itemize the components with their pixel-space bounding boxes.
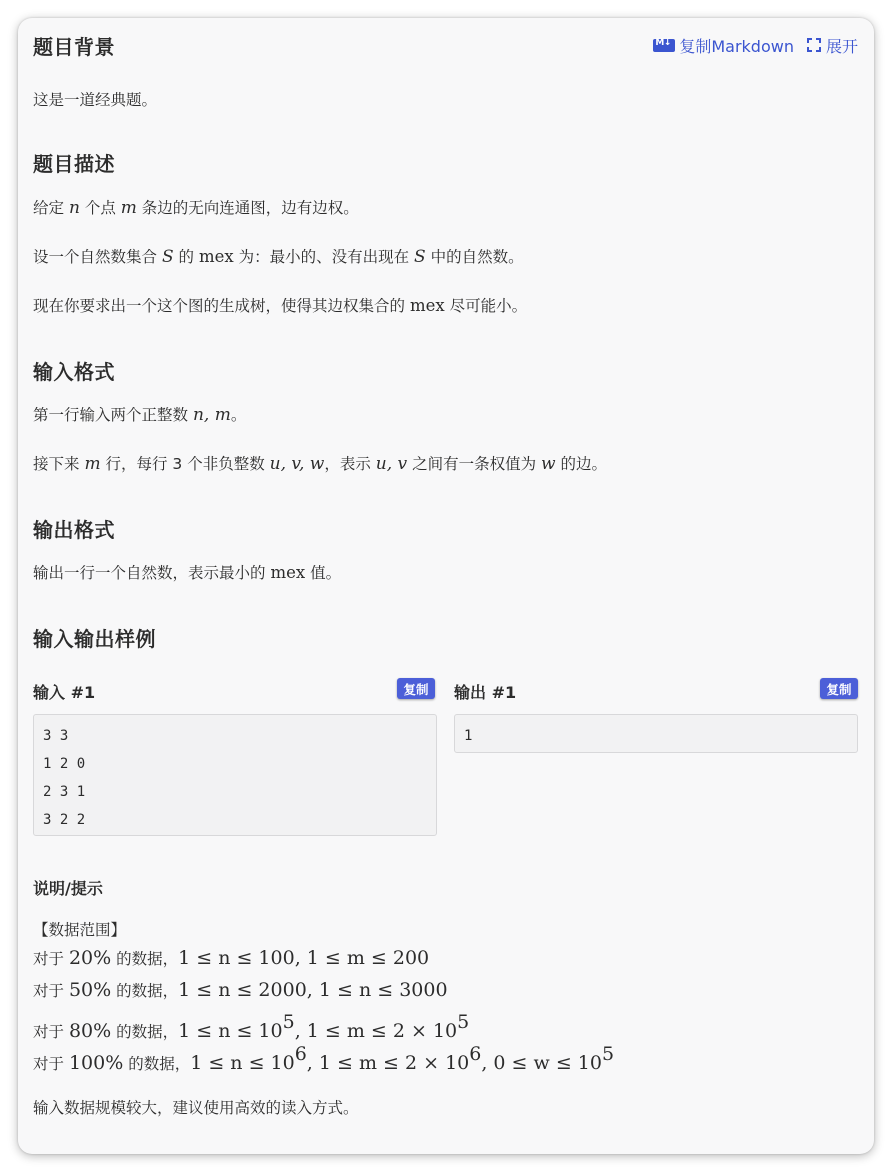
expand-button[interactable] (806, 34, 858, 57)
sample-input-label: 输入 #1 (33, 683, 96, 702)
range-line-50: 对于 50% 的数据，1 ≤ n ≤ 2000, 1 ≤ n ≤ 3000 (33, 979, 448, 1001)
card-header (33, 28, 858, 62)
hints-footer: 输入数据规模较大，建议使用高效的读入方式。 (33, 1099, 359, 1117)
samples-title: 输入输出样例 (33, 627, 156, 651)
markdown-icon (653, 39, 675, 52)
description-line-3: 现在你要求出一个这个图的生成树，使得其边权集合的 mex 尽可能小。 (33, 296, 528, 315)
range-line-80: 对于 80% 的数据，$1 \le n \le 10^5$, $1 \le m \le 2 \times 10^5$ (33, 1011, 470, 1042)
output-format-line-1: 输出一行一个自然数，表示最小的 mex 值。 (33, 563, 342, 582)
input-format-line-2: 接下来 m 行，每行 3 个非负整数 u, v, w，表示 u, v 之间有一条权值为 w 的边。 (33, 454, 608, 474)
description-title: 题目描述 (33, 152, 115, 176)
sample-input-box[interactable]: 3 3 1 2 0 2 3 1 3 2 2 (33, 714, 437, 836)
header-actions (653, 34, 858, 57)
hints-title: 说明/提示 (33, 879, 103, 898)
sample-output-box[interactable]: 1 (454, 714, 858, 753)
background-text: 这是一道经典题。 (33, 91, 158, 109)
range-line-20: 对于 20% 的数据，1 ≤ n ≤ 100, 1 ≤ m ≤ 200 (33, 947, 430, 969)
output-format-title: 输出格式 (33, 518, 115, 542)
copy-markdown-button[interactable] (653, 34, 794, 57)
input-format-line-1: 第一行输入两个正整数 n, m。 (33, 405, 247, 425)
copy-output-button[interactable]: 复制 (820, 678, 858, 699)
copy-input-button[interactable]: 复制 (397, 678, 435, 699)
sample-output-label: 输出 #1 (454, 683, 517, 702)
expand-label: 展开 (825, 36, 858, 56)
description-line-1: 给定 n 个点 m 条边的无向连通图，边有边权。 (33, 198, 359, 218)
background-title: 题目背景 (33, 34, 115, 59)
description-line-2: 设一个自然数集合 S 的 mex 为：最小的、没有出现在 S 中的自然数。 (33, 247, 524, 267)
problem-card (18, 18, 874, 1154)
expand-icon (806, 37, 822, 53)
input-format-title: 输入格式 (33, 360, 115, 384)
range-title: 【数据范围】 (33, 921, 127, 939)
copy-markdown-label: 复制Markdown (679, 36, 794, 56)
range-line-100: 对于 100% 的数据，$1 \le n \le 10^6$, $1 \le m \le 2 \times 10^6$, $0 \le w \le 10^5$ (33, 1043, 615, 1074)
